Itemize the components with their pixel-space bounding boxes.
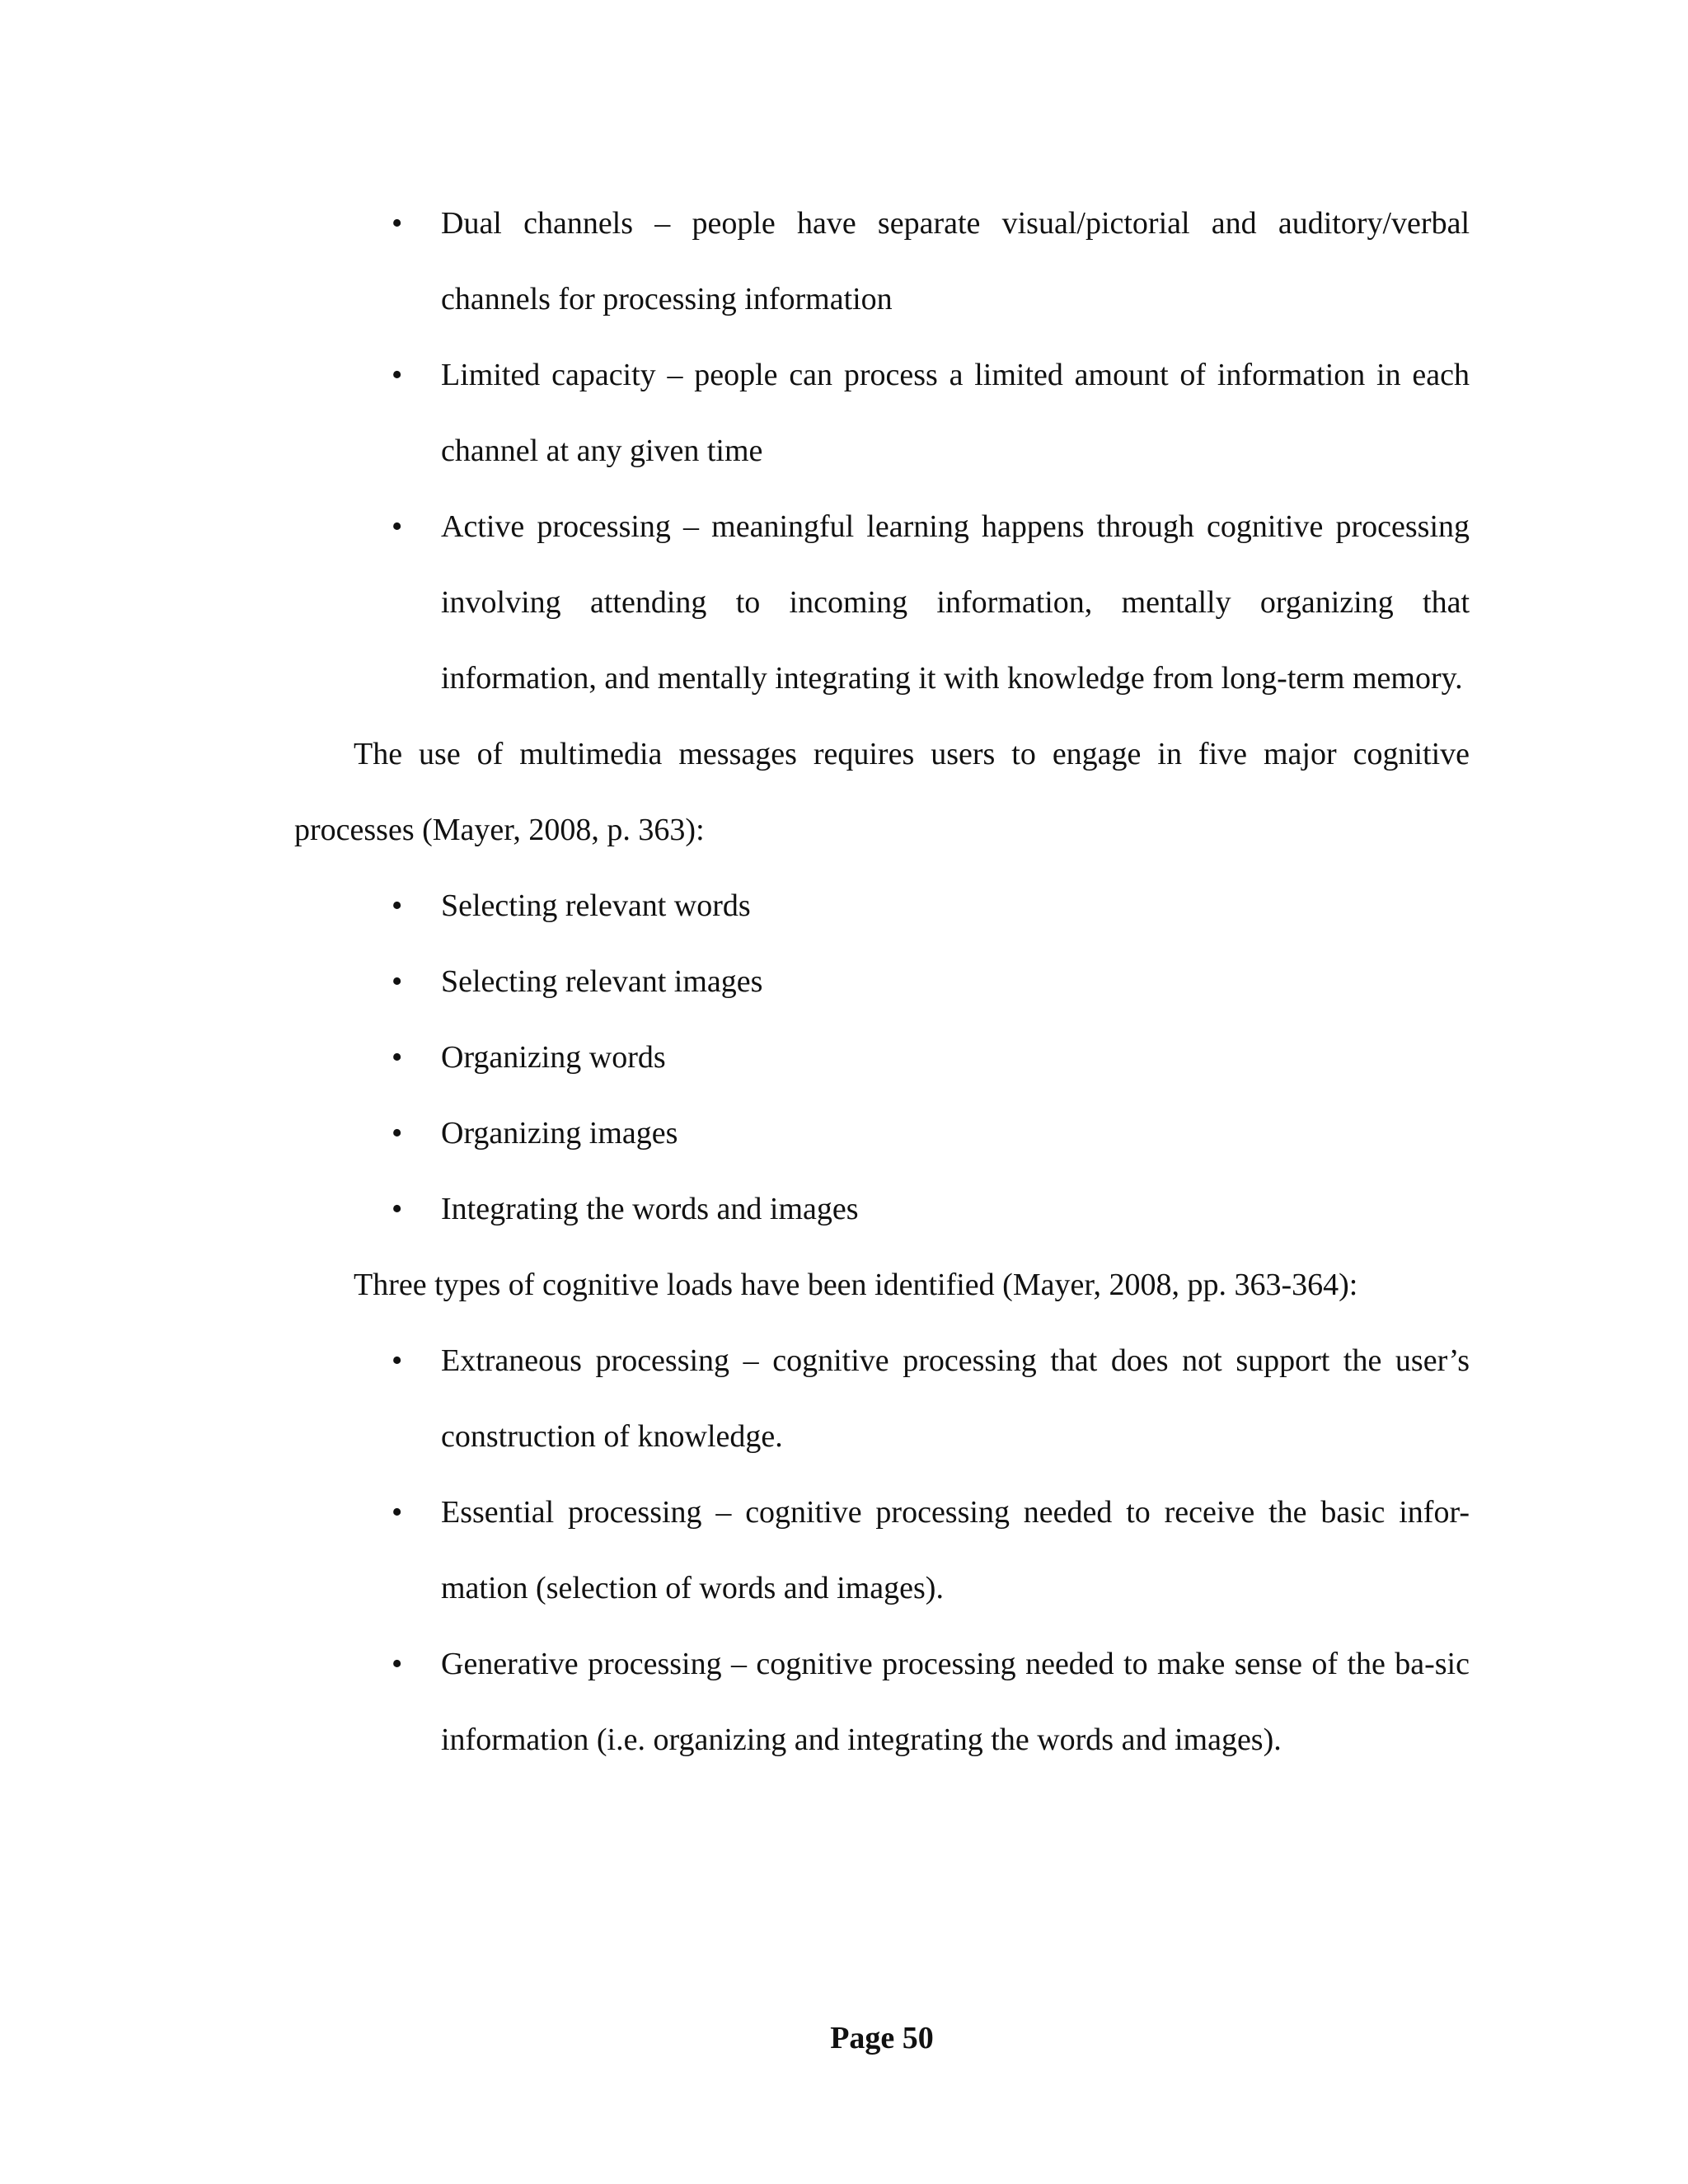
list-item <box>294 1095 1470 1171</box>
bullet-icon: • <box>392 964 403 999</box>
page-number: Page 50 <box>830 2021 934 2055</box>
list-item-text: Active processing – meaningful learning happens through cognitive processing involving attending to incoming information, mentally organizing that information, and mentally integrating it with knowledge from long-term memory. <box>441 509 1470 696</box>
cognitive-loads-list <box>294 1323 1470 1778</box>
bullet-icon: • <box>392 1116 403 1151</box>
list-item-text: Selecting relevant words <box>441 888 751 923</box>
bullet-icon: • <box>392 206 403 241</box>
bullet-icon: • <box>392 1647 403 1681</box>
list-item <box>294 185 1470 337</box>
list-item <box>294 1626 1470 1778</box>
list-item <box>294 1474 1470 1626</box>
list-item <box>294 337 1470 489</box>
bullet-icon: • <box>392 888 403 923</box>
list-item-text: Integrating the words and images <box>441 1192 859 1226</box>
list-item <box>294 1019 1470 1095</box>
bullet-icon: • <box>392 1192 403 1226</box>
principles-list <box>294 185 1470 716</box>
cognitive-processes-list <box>294 868 1470 1247</box>
list-item <box>294 489 1470 716</box>
paragraph: Three types of cognitive loads have been identified (Mayer, 2008, pp. 363-364): <box>354 1268 1358 1302</box>
list-item-text: Limited capacity – people can process a limited amount of information in each channel at any given time <box>441 358 1470 468</box>
list-item-text: Dual channels – people have separate visual/pictorial and auditory/verbal channels for processing information <box>441 206 1470 316</box>
bullet-icon: • <box>392 358 403 392</box>
paragraph: The use of multimedia messages requires users to engage in five major cognitive processes (Mayer, 2008, p. 363): <box>294 737 1470 847</box>
list-item-text: Organizing images <box>441 1116 678 1151</box>
body-text <box>294 185 1470 1778</box>
list-item-text: Extraneous processing – cognitive processing that does not support the user’s construction of knowledge. <box>441 1343 1470 1454</box>
list-item-text: Essential processing – cognitive processing needed to receive the basic infor-mation (selection of words and images). <box>441 1495 1470 1605</box>
list-item <box>294 868 1470 944</box>
list-item <box>294 1323 1470 1474</box>
bullet-icon: • <box>392 509 403 544</box>
list-item <box>294 944 1470 1019</box>
list-item-text: Organizing words <box>441 1040 666 1075</box>
list-item-text: Generative processing – cognitive processing needed to make sense of the ba-sic information (i.e. organizing and integrating the words and images). <box>441 1647 1470 1757</box>
bullet-icon: • <box>392 1343 403 1378</box>
list-item <box>294 1171 1470 1247</box>
bullet-icon: • <box>392 1495 403 1530</box>
bullet-icon: • <box>392 1040 403 1075</box>
list-item-text: Selecting relevant images <box>441 964 763 999</box>
